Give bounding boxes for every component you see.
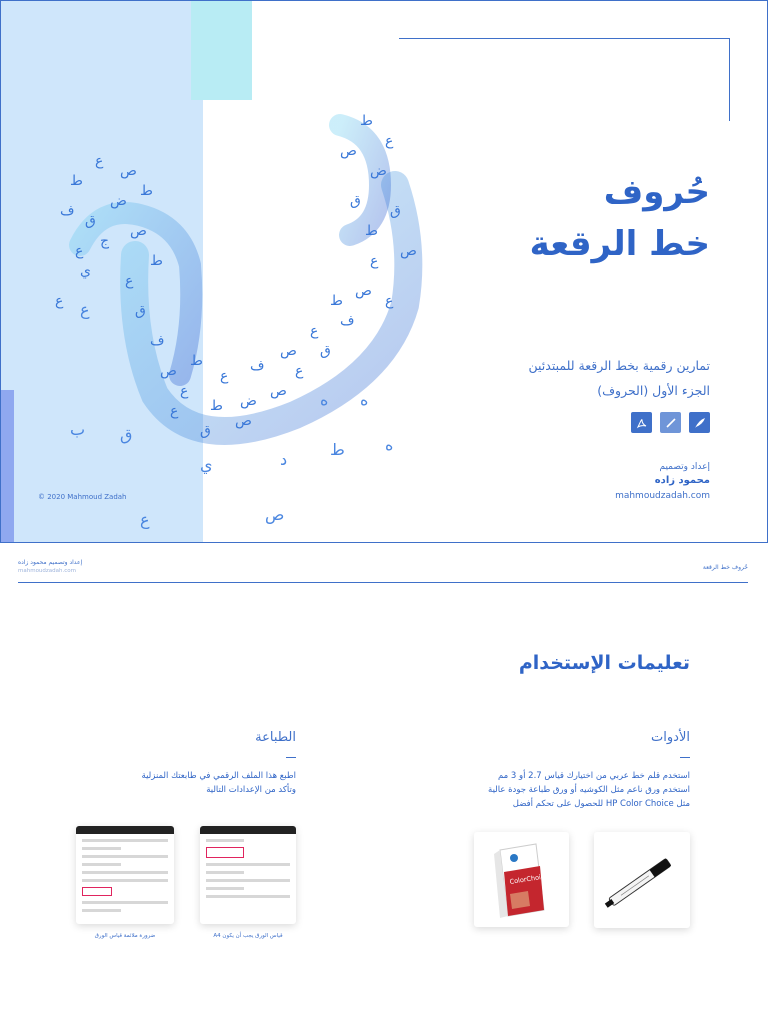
pen-icon	[660, 412, 681, 433]
dialog-titlebar	[200, 826, 296, 834]
cover-subtitle-line2: الجزء الأول (الحروف)	[597, 383, 710, 398]
page-setup-screenshot	[200, 826, 296, 924]
printing-text-line2: وتأكد من الإعدادات التالية	[206, 785, 296, 795]
svg-text:د: د	[280, 450, 288, 469]
svg-text:ج: ج	[100, 233, 110, 249]
svg-text:ط: ط	[140, 183, 153, 199]
svg-text:ص: ص	[120, 163, 137, 179]
svg-text:ض: ض	[240, 393, 257, 409]
svg-text:ع: ع	[140, 510, 150, 529]
svg-text:ص: ص	[340, 143, 357, 159]
paper-brand-label: ColorChoice	[509, 871, 549, 886]
svg-text:ع: ع	[385, 293, 394, 309]
printing-text	[76, 769, 296, 797]
decorative-corner-line	[399, 38, 730, 121]
svg-text:ع: ع	[295, 363, 304, 379]
svg-text:ط: ط	[360, 113, 373, 129]
svg-text:ع: ع	[55, 293, 64, 309]
svg-text:ط: ط	[70, 173, 83, 189]
quill-icon	[689, 412, 710, 433]
dialog-titlebar	[76, 826, 174, 834]
page-setup-caption: قياس الورق يجب أن يكون A4	[213, 933, 283, 939]
svg-text:ق: ق	[390, 203, 401, 219]
svg-text:ص: ص	[270, 383, 287, 399]
svg-text:ي: ي	[200, 455, 213, 474]
svg-text:ط: ط	[330, 440, 345, 459]
tools-text	[430, 769, 690, 811]
svg-text:ط: ط	[210, 398, 223, 414]
svg-text:ض: ض	[370, 163, 387, 179]
svg-text:ص: ص	[355, 283, 372, 299]
svg-text:ع: ع	[75, 243, 84, 259]
svg-text:ط: ط	[190, 353, 203, 369]
svg-text:ع: ع	[125, 273, 134, 289]
cover-title-line2: خط الرقعة	[529, 224, 710, 264]
svg-text:ط: ط	[365, 223, 378, 239]
paper-ream-image	[474, 832, 569, 927]
svg-text:ه: ه	[320, 390, 329, 409]
svg-text:ع: ع	[370, 253, 379, 269]
svg-text:ق: ق	[320, 343, 331, 359]
svg-text:ع: ع	[170, 403, 179, 419]
printing-text-line1: اطبع هذا الملف الرقمي في طابعتك المنزلية	[141, 771, 296, 781]
fit-option-highlight	[82, 887, 112, 896]
svg-text:ق: ق	[120, 425, 133, 444]
svg-text:ص: ص	[160, 363, 177, 379]
svg-text:ع: ع	[385, 133, 394, 149]
tools-text-line1: استخدم قلم خط عربي من اختيارك قياس 2.7 أو 3 مم	[497, 771, 690, 781]
header-divider	[18, 582, 748, 583]
website-link[interactable]: mahmoudzadah.com	[615, 491, 710, 501]
svg-text:ع: ع	[95, 153, 104, 169]
svg-text:ض: ض	[110, 193, 127, 209]
cover-title-line1: حُروف	[603, 172, 710, 212]
svg-text:ط: ط	[330, 293, 343, 309]
svg-text:ع: ع	[310, 323, 319, 339]
svg-text:ص: ص	[130, 223, 147, 239]
copyright-text: © 2020 Mahmoud Zadah	[38, 493, 127, 501]
svg-text:ب: ب	[70, 420, 86, 439]
svg-text:ص: ص	[280, 343, 297, 359]
acrobat-icon	[631, 412, 652, 433]
tools-title-dash	[680, 757, 690, 758]
paper-size-highlight	[206, 847, 244, 858]
page-header-credit: إعداد وتصميم محمود زاده	[18, 559, 83, 566]
svg-text:ط: ط	[150, 253, 163, 269]
paper-product-card	[474, 832, 569, 927]
credit-label: إعداد وتصميم	[659, 462, 710, 472]
page-header-title: حُروف خط الرقعة	[702, 564, 748, 571]
svg-text:ص: ص	[265, 505, 285, 524]
svg-text:ق: ق	[200, 423, 211, 439]
svg-text:ي: ي	[80, 263, 91, 279]
cover-subtitle-line1: تمارين رقمية بخط الرقعة للمبتدئين	[528, 358, 710, 373]
svg-text:ع: ع	[220, 368, 229, 384]
tool-icons	[631, 412, 710, 433]
tools-text-line2: استخدم ورق ناعم مثل الكوشيه أو ورق طباعة جودة عالية	[488, 785, 690, 795]
svg-text:ص: ص	[235, 413, 252, 429]
svg-text:ق: ق	[350, 193, 361, 209]
printing-title-dash	[286, 757, 296, 758]
svg-text:ف: ف	[250, 358, 265, 374]
calligraphy-pen-image	[594, 832, 690, 928]
svg-text:ف: ف	[150, 333, 165, 349]
printing-title: الطباعة	[255, 730, 296, 745]
page-header-website: mahmoudzadah.com	[18, 568, 77, 574]
svg-text:ق: ق	[135, 303, 146, 319]
svg-text:ق: ق	[85, 213, 96, 229]
svg-text:ه: ه	[385, 435, 394, 454]
svg-text:ع: ع	[180, 383, 189, 399]
print-dialog-screenshot	[76, 826, 174, 924]
svg-text:ص: ص	[400, 243, 417, 259]
svg-text:ع: ع	[80, 300, 90, 319]
svg-text:ف: ف	[60, 203, 75, 219]
tools-text-line3: مثل HP Color Choice للحصول على تحكم أفضل	[512, 799, 690, 809]
svg-text:ه: ه	[360, 390, 369, 409]
tools-title: الأدوات	[651, 730, 690, 745]
print-dialog-caption: ضرورة ملائمة قياس الورق	[94, 933, 156, 939]
instructions-heading: تعليمات الإستخدام	[518, 652, 690, 674]
svg-text:ف: ف	[340, 313, 355, 329]
pen-product-card	[594, 832, 690, 928]
credit-name: محمود زاده	[654, 475, 710, 486]
calligraphy-letter-artwork	[40, 105, 440, 543]
